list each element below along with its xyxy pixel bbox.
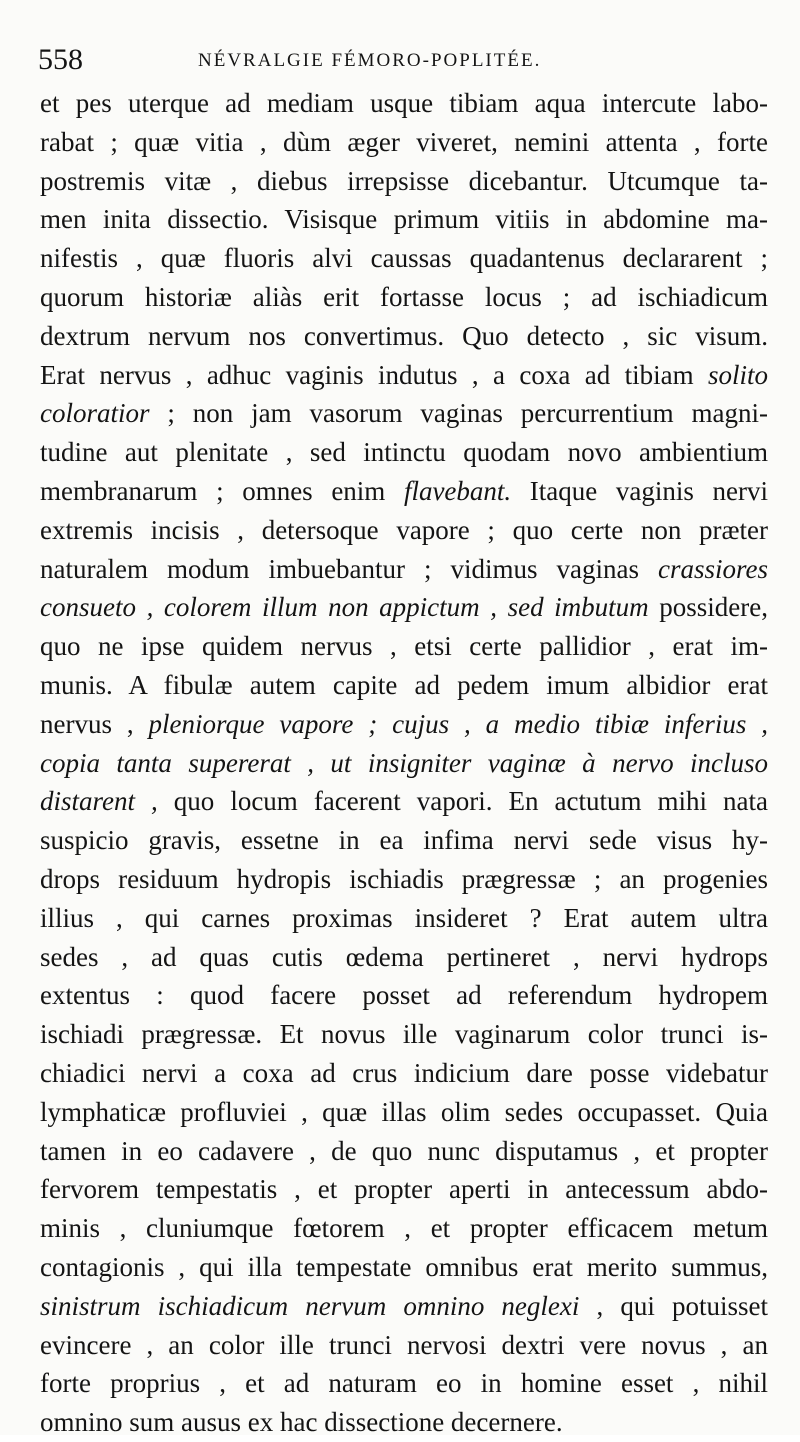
text-line: [40, 356, 768, 395]
text-segment: quorum historiæ aliàs erit fortasse locus ; ad ischiadicum: [40, 281, 768, 312]
text-segment: omnino sum ausus ex hac dissectione decernere.: [40, 1407, 563, 1438]
text-line: [40, 744, 768, 783]
italic-text-segment: flavebant.: [403, 475, 512, 506]
text-line: [40, 821, 768, 860]
text-segment: minis , cluniumque fœtorem , et propter efficacem metum: [40, 1213, 768, 1244]
text-segment: tamen in eo cadavere , de quo nunc disputamus , et propter: [40, 1135, 768, 1166]
text-line: [40, 472, 768, 511]
text-line: [40, 1403, 768, 1442]
text-segment: fervorem tempestatis , et propter aperti in antecessum abdo-: [40, 1174, 768, 1205]
text-segment: quo ne ipse quidem nervus , etsi certe pallidior , erat im-: [40, 631, 768, 662]
text-segment: munis. A fibulæ autem capite ad pedem imum albidior erat: [40, 669, 768, 700]
text-line: [40, 511, 768, 550]
text-segment: drops residuum hydropis ischiadis prægressæ ; an progenies: [40, 863, 768, 894]
text-line: [40, 666, 768, 705]
text-line: [40, 278, 768, 317]
text-line: [40, 200, 768, 239]
text-line: [40, 123, 768, 162]
running-head: NÉVRALGIE FÉMORO-POPLITÉE.: [198, 50, 542, 71]
text-segment: postremis vitæ , diebus irrepsisse dicebantur. Utcumque ta-: [40, 165, 768, 196]
text-line: [40, 860, 768, 899]
page-number: 558: [38, 43, 83, 76]
text-line: [40, 627, 768, 666]
text-line: [40, 162, 768, 201]
body-text: [40, 84, 768, 1442]
text-line: [40, 1015, 768, 1054]
text-line: [40, 550, 768, 589]
text-line: [40, 1132, 768, 1171]
text-segment: rabat ; quæ vitia , dùm æger viveret, nemini attenta , forte: [40, 126, 768, 157]
text-line: [40, 1326, 768, 1365]
text-line: [40, 394, 768, 433]
text-segment: naturalem modum imbuebantur ; vidimus vaginas: [40, 553, 658, 584]
text-segment: contagionis , qui illa tempestate omnibus erat merito summus,: [40, 1251, 768, 1282]
text-segment: ; non jam vasorum vaginas percurrentium magni-: [149, 398, 768, 429]
text-segment: dextrum nervum nos convertimus. Quo detecto , sic visum.: [40, 320, 768, 351]
italic-text-segment: pleniorque vapore ; cujus , a medio tibiæ inferius ,: [148, 708, 769, 739]
text-line: [40, 1054, 768, 1093]
text-segment: ischiadi prægressæ. Et novus ille vaginarum color trunci is-: [40, 1019, 768, 1050]
text-segment: illius , qui carnes proximas insideret ? Erat autem ultra: [40, 902, 768, 933]
text-segment: Erat nervus , adhuc vaginis indutus , a coxa ad tibiam: [40, 359, 708, 390]
text-line: [40, 782, 768, 821]
text-segment: evincere , an color ille trunci nervosi dextri vere novus , an: [40, 1329, 768, 1360]
text-segment: sedes , ad quas cutis œdema pertineret , nervi hydrops: [40, 941, 768, 972]
italic-text-segment: consueto , colorem illum non appictum , sed imbutum: [40, 592, 649, 623]
italic-text-segment: coloratior: [40, 398, 150, 429]
page-header: [38, 40, 778, 84]
text-line: [40, 1093, 768, 1132]
text-line: [40, 1209, 768, 1248]
text-line: [40, 1170, 768, 1209]
text-line: [40, 1248, 768, 1287]
text-line: [40, 588, 768, 627]
text-segment: quo locum facerent vapori. En actutum mihi nata: [157, 786, 768, 817]
text-segment: possidere,: [648, 592, 768, 623]
text-segment: nifestis , quæ fluoris alvi caussas quadantenus declararent ;: [40, 243, 768, 274]
text-segment: , qui potuisset: [579, 1290, 768, 1321]
text-segment: chiadici nervi a coxa ad crus indicium dare posse videbatur: [40, 1057, 768, 1088]
text-line: [40, 239, 768, 278]
text-segment: extremis incisis , detersoque vapore ; quo certe non præter: [40, 514, 768, 545]
text-line: [40, 1364, 768, 1403]
text-line: [40, 938, 768, 977]
text-segment: nervus ,: [40, 708, 149, 739]
text-segment: men inita dissectio. Visisque primum vitiis in abdomine ma-: [40, 204, 768, 235]
text-segment: extentus : quod facere posset ad referendum hydropem: [40, 980, 768, 1011]
text-line: [40, 976, 768, 1015]
text-line: [40, 84, 768, 123]
italic-text-segment: copia tanta supererat , ut insigniter vaginæ à nervo incluso: [40, 747, 768, 778]
text-segment: et pes uterque ad mediam usque tibiam aqua intercute labo-: [40, 88, 768, 118]
italic-text-segment: solito: [707, 359, 768, 390]
text-segment: suspicio gravis, essetne in ea infima nervi sede visus hy-: [40, 825, 768, 856]
text-segment: lymphaticæ profluviei , quæ illas olim sedes occupasset. Quia: [40, 1096, 768, 1127]
text-line: [40, 705, 768, 744]
italic-text-segment: distarent ,: [40, 786, 158, 817]
text-line: [40, 1287, 768, 1326]
text-segment: membranarum ; omnes enim: [40, 475, 404, 506]
text-line: [40, 317, 768, 356]
italic-text-segment: crassiores: [657, 553, 768, 584]
text-segment: tudine aut plenitate , sed intinctu quodam novo ambientium: [40, 437, 768, 468]
italic-text-segment: sinistrum ischiadicum nervum omnino neglexi: [40, 1290, 580, 1321]
text-segment: forte proprius , et ad naturam eo in homine esset , nihil: [40, 1368, 768, 1399]
text-segment: Itaque vaginis nervi: [511, 475, 768, 506]
text-line: [40, 433, 768, 472]
text-line: [40, 899, 768, 938]
